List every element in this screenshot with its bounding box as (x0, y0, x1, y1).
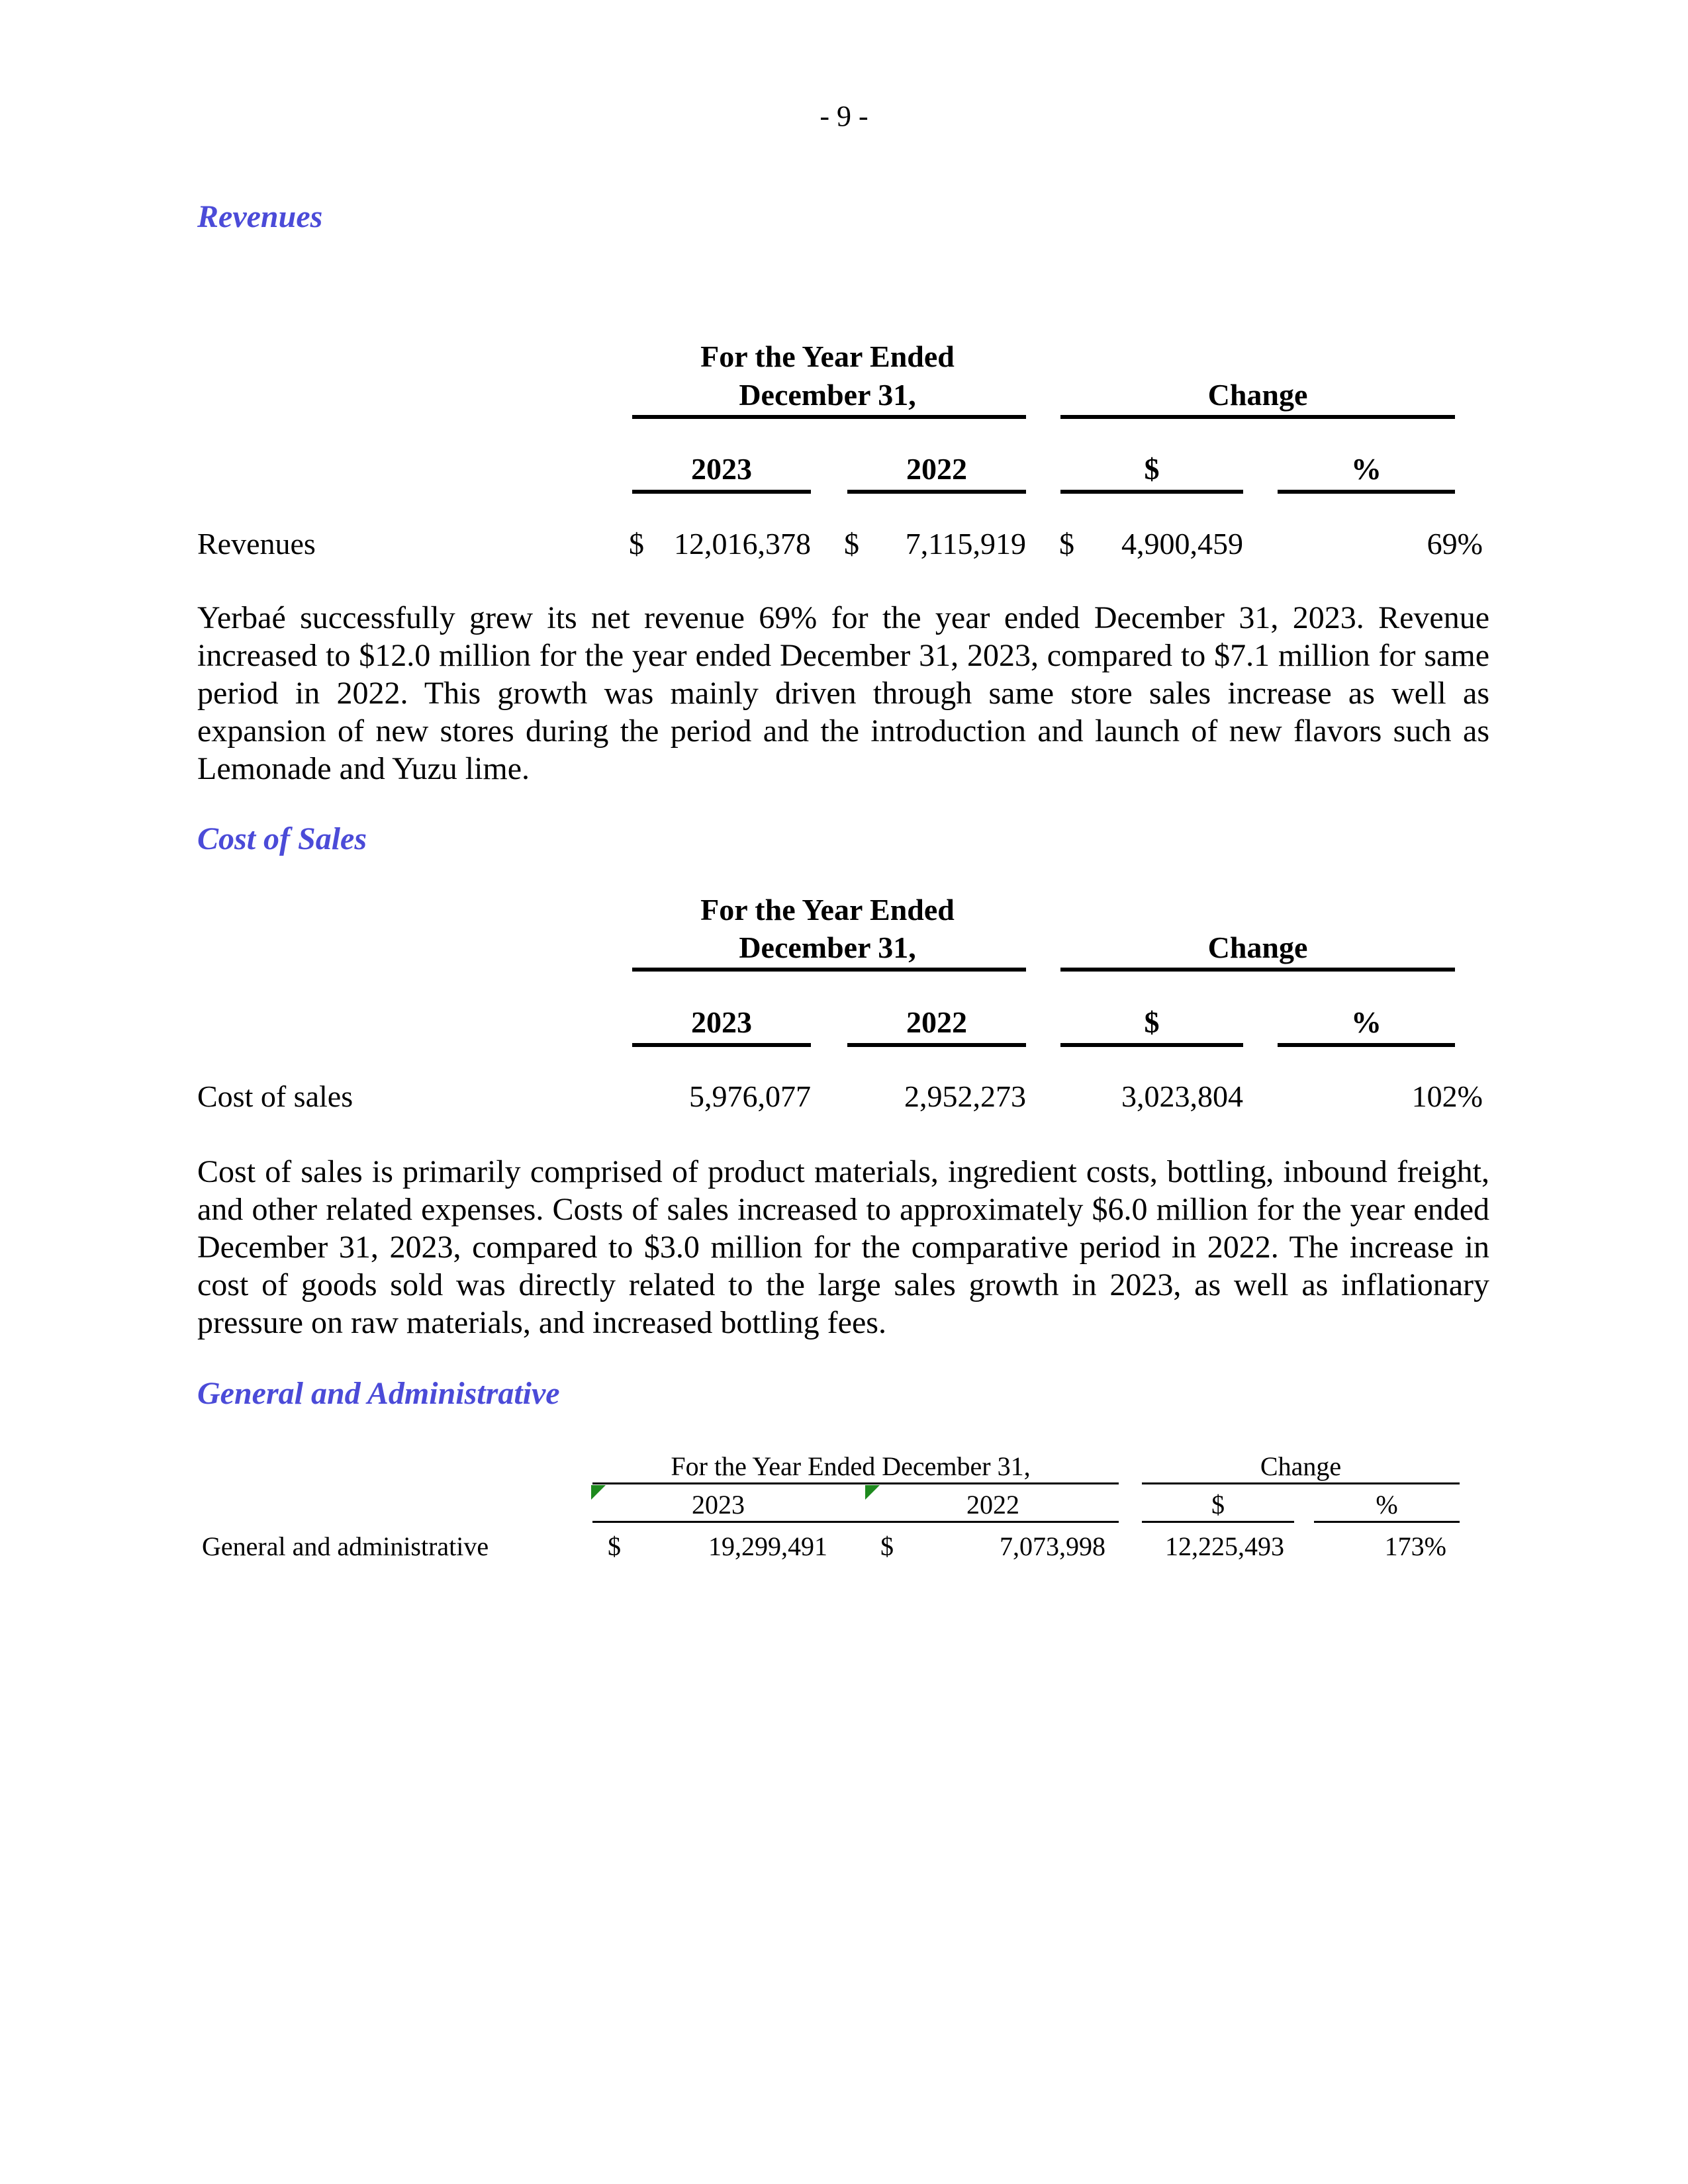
ga-cur-2022: $ (880, 1531, 894, 1561)
page-number: - 9 - (820, 100, 868, 132)
ga-col-2023: 2023 (692, 1490, 745, 1520)
cos-period-date-header: December 31, (739, 931, 916, 964)
cos-col-2023: 2023 (691, 1005, 752, 1039)
ga-cur-2023: $ (608, 1531, 621, 1561)
cos-change-dollar: 3,023,804 (1121, 1079, 1243, 1113)
ga-change-rule (1142, 1482, 1460, 1484)
revenues-change-header: Change (1207, 378, 1308, 412)
ga-value-2023: 19,299,491 (708, 1531, 827, 1561)
revenues-col-2022: 2022 (906, 452, 967, 486)
revenues-col-2023: 2023 (691, 452, 752, 486)
revenues-cur-2022: $ (844, 527, 859, 561)
revenues-row-label: Revenues (197, 527, 316, 561)
revenues-change-rule (1060, 415, 1455, 419)
revenues-col-pct-rule (1278, 490, 1455, 494)
revenues-period-date-header: December 31, (739, 378, 916, 412)
cos-period-header: For the Year Ended (700, 893, 955, 927)
cell-comment-marker-icon (865, 1485, 880, 1500)
cost-of-sales-paragraph: Cost of sales is primarily comprised of product materials, ingredient costs, bottling, inbound freight, and other related expenses. Costs of sales increased to approximately $6.0 million for the year ended December 31, 2023, compared to $3.0 million for the comparative period in 2022. The increase in cost of goods sold was directly related to the large sales growth in 2023, as well as inflationary pressure on raw materials, and increased bottling fees. (197, 1154, 1489, 1340)
revenues-col-dollar: $ (1144, 452, 1160, 486)
revenues-cur-2023: $ (629, 527, 644, 561)
revenues-cur-change: $ (1059, 527, 1074, 561)
cos-period-rule (632, 968, 1026, 972)
ga-section-title: General and Administrative (197, 1376, 560, 1411)
ga-row-label: General and administrative (202, 1531, 489, 1561)
revenues-section-title: Revenues (197, 199, 323, 234)
revenues-change-pct: 69% (1427, 527, 1483, 561)
cos-col-dollar: $ (1144, 1005, 1160, 1039)
ga-period-rule (592, 1482, 1119, 1484)
ga-change-dollar: 12,225,493 (1165, 1531, 1284, 1561)
ga-col-dollar: $ (1211, 1490, 1225, 1520)
cos-value-2022: 2,952,273 (904, 1079, 1026, 1113)
cos-col-2023-rule (632, 1043, 811, 1047)
ga-change-header: Change (1260, 1451, 1342, 1481)
cos-col-2022: 2022 (906, 1005, 967, 1039)
revenues-value-2023: 12,016,378 (674, 527, 811, 561)
ga-col-2022: 2022 (966, 1490, 1019, 1520)
revenues-period-header: For the Year Ended (700, 340, 955, 373)
revenues-change-dollar: 4,900,459 (1121, 527, 1243, 561)
revenues-col-dollar-rule (1060, 490, 1243, 494)
revenues-col-2023-rule (632, 490, 811, 494)
cos-col-pct-rule (1278, 1043, 1455, 1047)
ga-col-pct: % (1376, 1490, 1398, 1520)
cos-change-rule (1060, 968, 1455, 972)
cos-row-label: Cost of sales (197, 1079, 353, 1113)
ga-value-2022: 7,073,998 (1000, 1531, 1105, 1561)
cos-change-header: Change (1207, 931, 1308, 964)
ga-col-dollar-rule (1142, 1521, 1294, 1523)
revenues-col-pct: % (1351, 452, 1382, 486)
cost-of-sales-section-title: Cost of Sales (197, 821, 367, 856)
cos-col-dollar-rule (1060, 1043, 1243, 1047)
revenues-period-rule (632, 415, 1026, 419)
ga-period-header: For the Year Ended December 31, (671, 1451, 1031, 1481)
cell-comment-marker-icon (591, 1485, 606, 1500)
revenues-value-2022: 7,115,919 (905, 527, 1026, 561)
cos-value-2023: 5,976,077 (689, 1079, 811, 1113)
revenues-col-2022-rule (847, 490, 1026, 494)
ga-change-pct: 173% (1384, 1531, 1446, 1561)
cos-change-pct: 102% (1411, 1079, 1483, 1113)
ga-year-rule (592, 1521, 1119, 1523)
cos-col-2022-rule (847, 1043, 1026, 1047)
ga-col-pct-rule (1314, 1521, 1460, 1523)
revenues-paragraph: Yerbaé successfully grew its net revenue 69% for the year ended December 31, 2023. Revenue increased to $12.0 million for the year ended December 31, 2023, compared to $7.1 million for same period in 2022. This growth was mainly driven through same store sales increase as well as expansion of new stores during the period and the introduction and launch of new flavors such as Lemonade and Yuzu lime. (197, 600, 1489, 786)
cos-col-pct: % (1351, 1005, 1382, 1039)
